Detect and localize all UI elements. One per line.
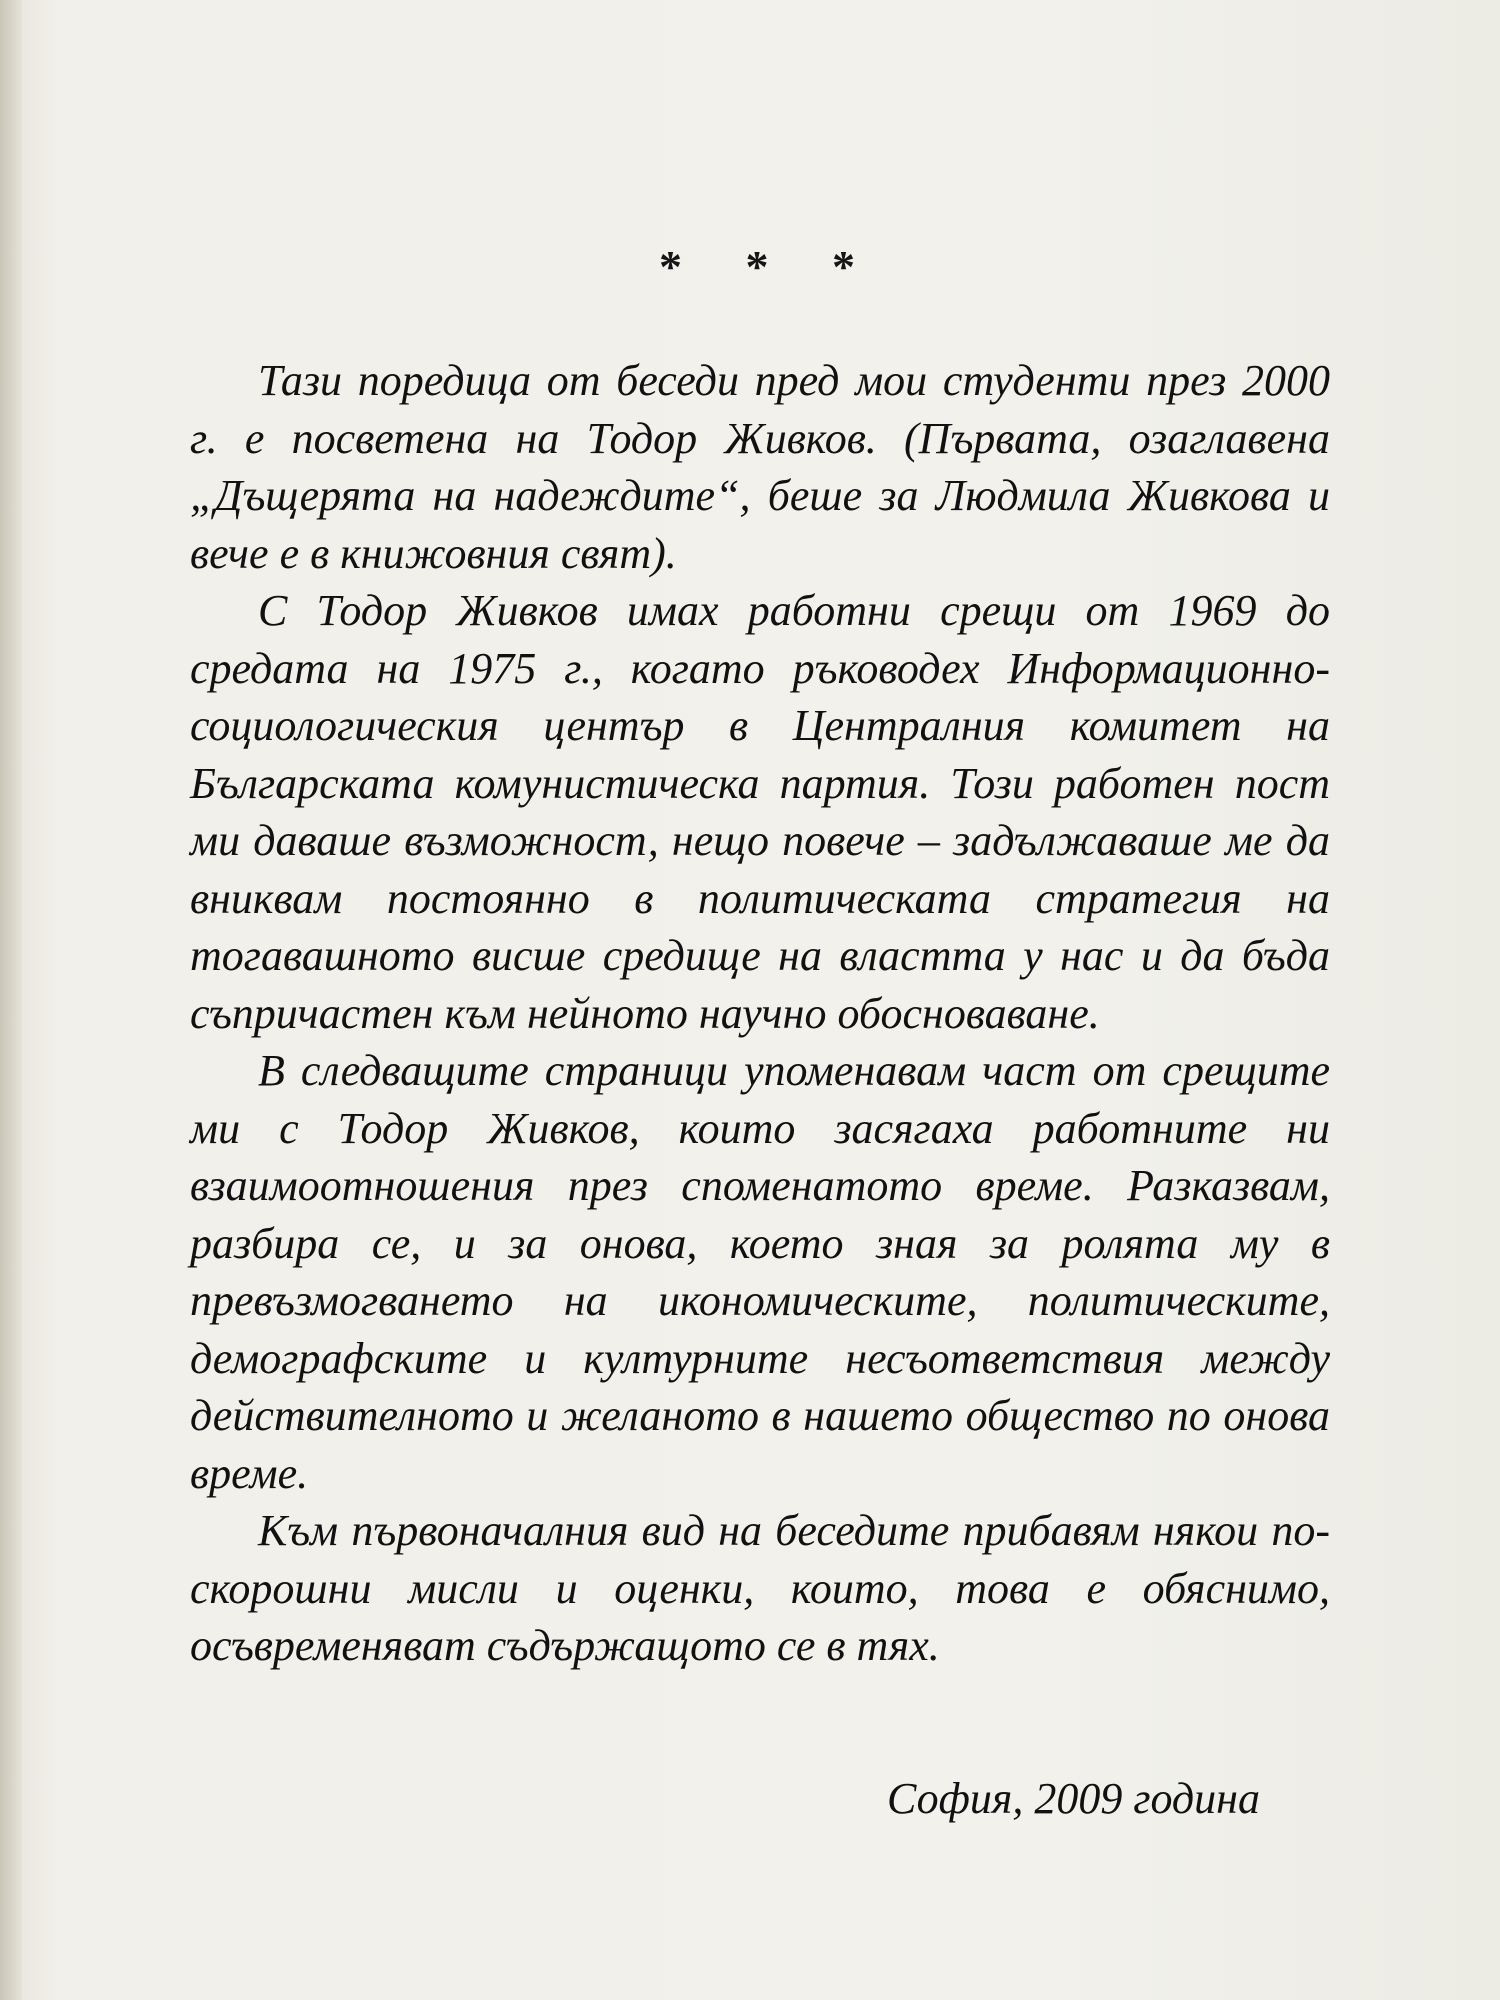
body-text (190, 352, 1330, 1675)
paragraph-2: С Тодор Живков имах работни срещи от 1969 до средата на 1975 г., когато ръководех Информационно-социологическия център в Централния комитет на Българската комунистическа партия. Този работен пост ми даваше възможност, нещо повече – задължаваше ме да вниквам постоянно в политическата стратегия на тогавашното висше средище на властта у нас и да бъда съпричастен към нейното научно обосноваване. (190, 586, 1330, 1038)
place-date-signature: София, 2009 година (886, 1774, 1260, 1823)
paragraph-3: В следващите страници упоменавам част от срещите ми с Тодор Живков, които засягаха работните ни взаимоотношения през споменатото време. Разказвам, разбира се, и за онова, което зная за ролята му в превъзмогването на икономическите, политическите, демографските и културните несъответствия между действителното и желаното в нашето общество по онова време. (190, 1046, 1330, 1498)
paragraph-4: Към първоначалния вид на беседите прибавям някои по-скорошни мисли и оценки, които, това е обяснимо, осъвременяват съдържащото се в тях. (190, 1506, 1330, 1670)
page-gutter-edge (0, 0, 22, 2000)
paragraph-1: Тази поредица от беседи пред мои студенти през 2000 г. е посветена на Тодор Живков. (Първата, озаглавена „Дъщерята на надеждите“, беше за Людмила Живкова и вече е в книжовния свят). (190, 356, 1330, 578)
section-separator: * * * (659, 241, 881, 292)
